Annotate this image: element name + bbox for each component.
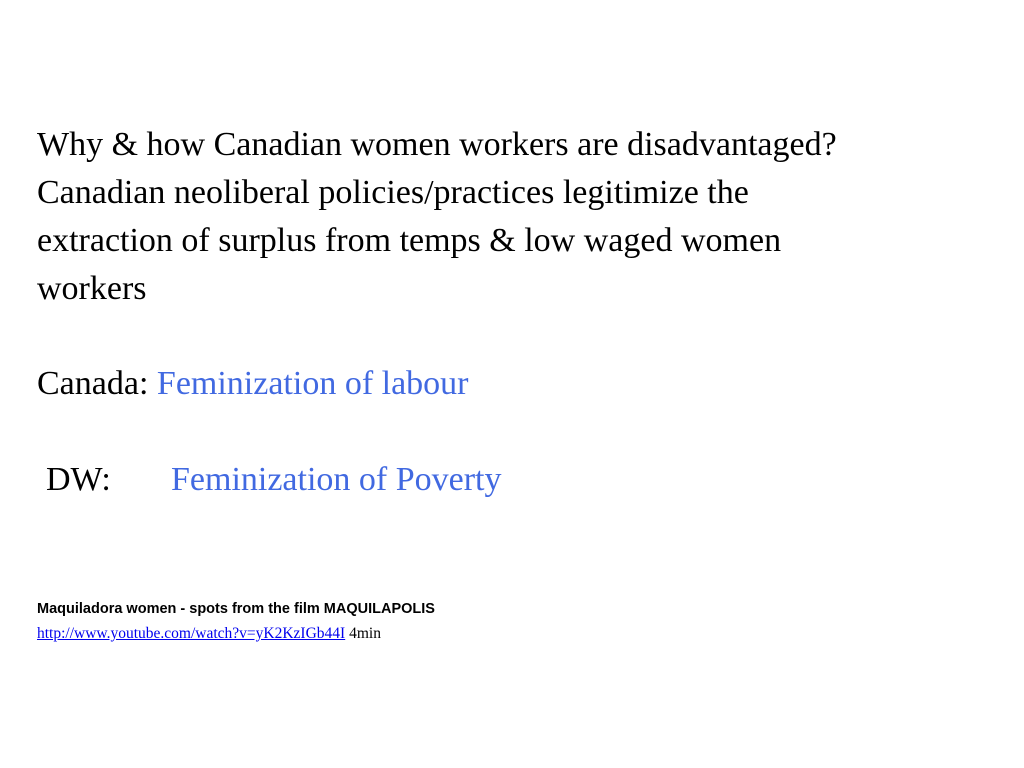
main-text-line-2: Canadian neoliberal policies/practices legitimize the [37, 174, 749, 211]
dw-row [46, 456, 502, 504]
main-text-line-3: extraction of surplus from temps & low waged women [37, 222, 782, 259]
canada-row [37, 360, 469, 408]
dw-label: DW: [46, 461, 111, 498]
canada-label: Canada: [37, 365, 149, 402]
canada-term: Feminization of labour [156, 365, 469, 402]
main-text-line-4: workers [37, 270, 147, 307]
film-video-link[interactable]: http://www.youtube.com/watch?v=yK2KzIGb44I [37, 625, 346, 642]
main-text-line-1: Why & how Canadian women workers are disadvantaged? [37, 126, 837, 163]
main-question-paragraph [37, 121, 997, 313]
film-link-row [37, 624, 381, 644]
film-title: Maquiladora women - spots from the film MAQUILAPOLIS [37, 601, 435, 617]
film-duration: 4min [349, 625, 381, 642]
dw-term: Feminization of Poverty [171, 461, 502, 498]
